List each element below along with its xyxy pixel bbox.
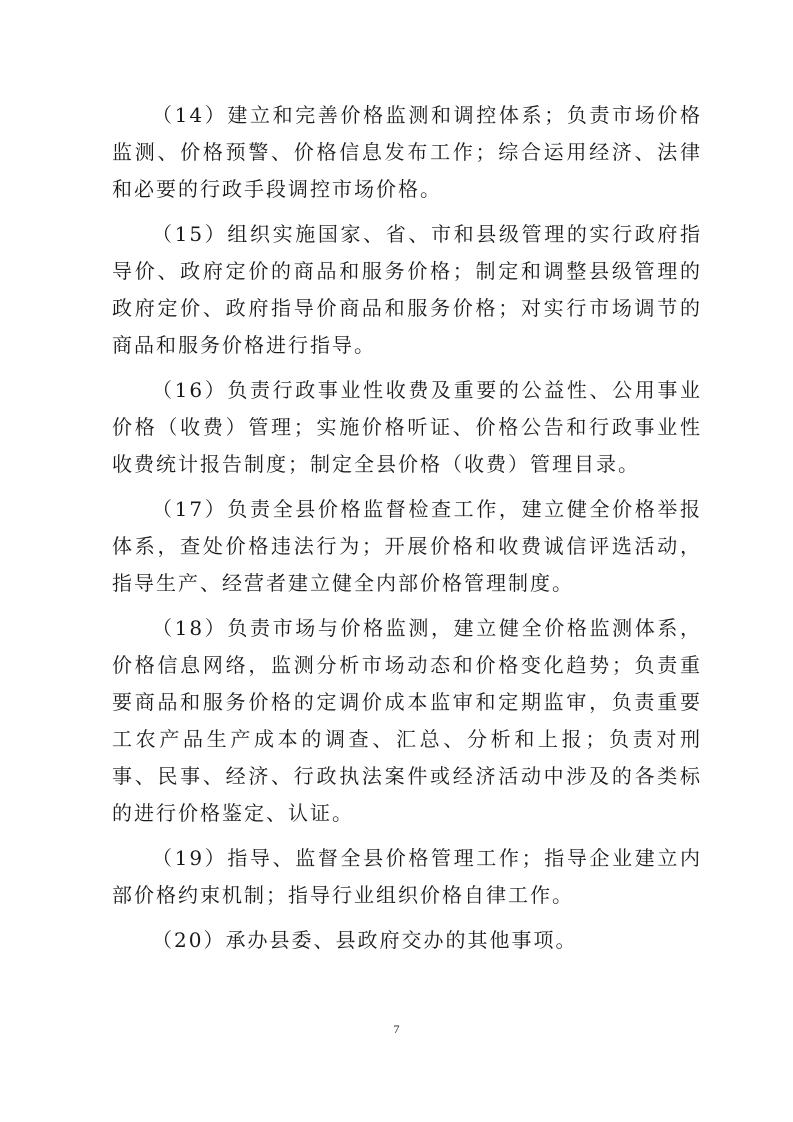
paragraph-item-19: （19）指导、监督全县价格管理工作；指导企业建立内部价格约束机制；指导行业组织价格自律工作。 [112,846,702,907]
paragraph-item-15: （15）组织实施国家、省、市和县级管理的实行政府指导价、政府定价的商品和服务价格；制定和调整县级管理的政府定价、政府指导价商品和服务价格；对实行市场调节的商品和服务价格进行指导。 [112,222,702,357]
paragraph-item-17: （17）负责全县价格监督检查工作，建立健全价格举报体系，查处价格违法行为；开展价格和收费诚信评选活动，指导生产、经营者建立健全内部价格管理制度。 [112,497,702,595]
paragraph-item-14: （14）建立和完善价格监测和调控体系；负责市场价格监测、价格预警、价格信息发布工作；综合运用经济、法律和必要的行政手段调控市场价格。 [112,103,702,201]
page-number: 7 [393,1022,400,1036]
paragraph-item-20: （20）承办县委、县政府交办的其他事项。 [152,928,578,952]
document-body [112,97,702,967]
paragraph-item-18: （18）负责市场与价格监测，建立健全价格监测体系，价格信息网络，监测分析市场动态和价格变化趋势；负责重要商品和服务价格的定调价成本监审和定期监审，负责重要工农产品生产成本的调查、汇总、分析和上报；负责对刑事、民事、经济、行政执法案件或经济活动中涉及的各类标的进行价格鉴定、认证。 [112,616,702,825]
paragraph-item-16: （16）负责行政事业性收费及重要的公益性、公用事业价格（收费）管理；实施价格听证、价格公告和行政事业性收费统计报告制度；制定全县价格（收费）管理目录。 [112,378,702,476]
